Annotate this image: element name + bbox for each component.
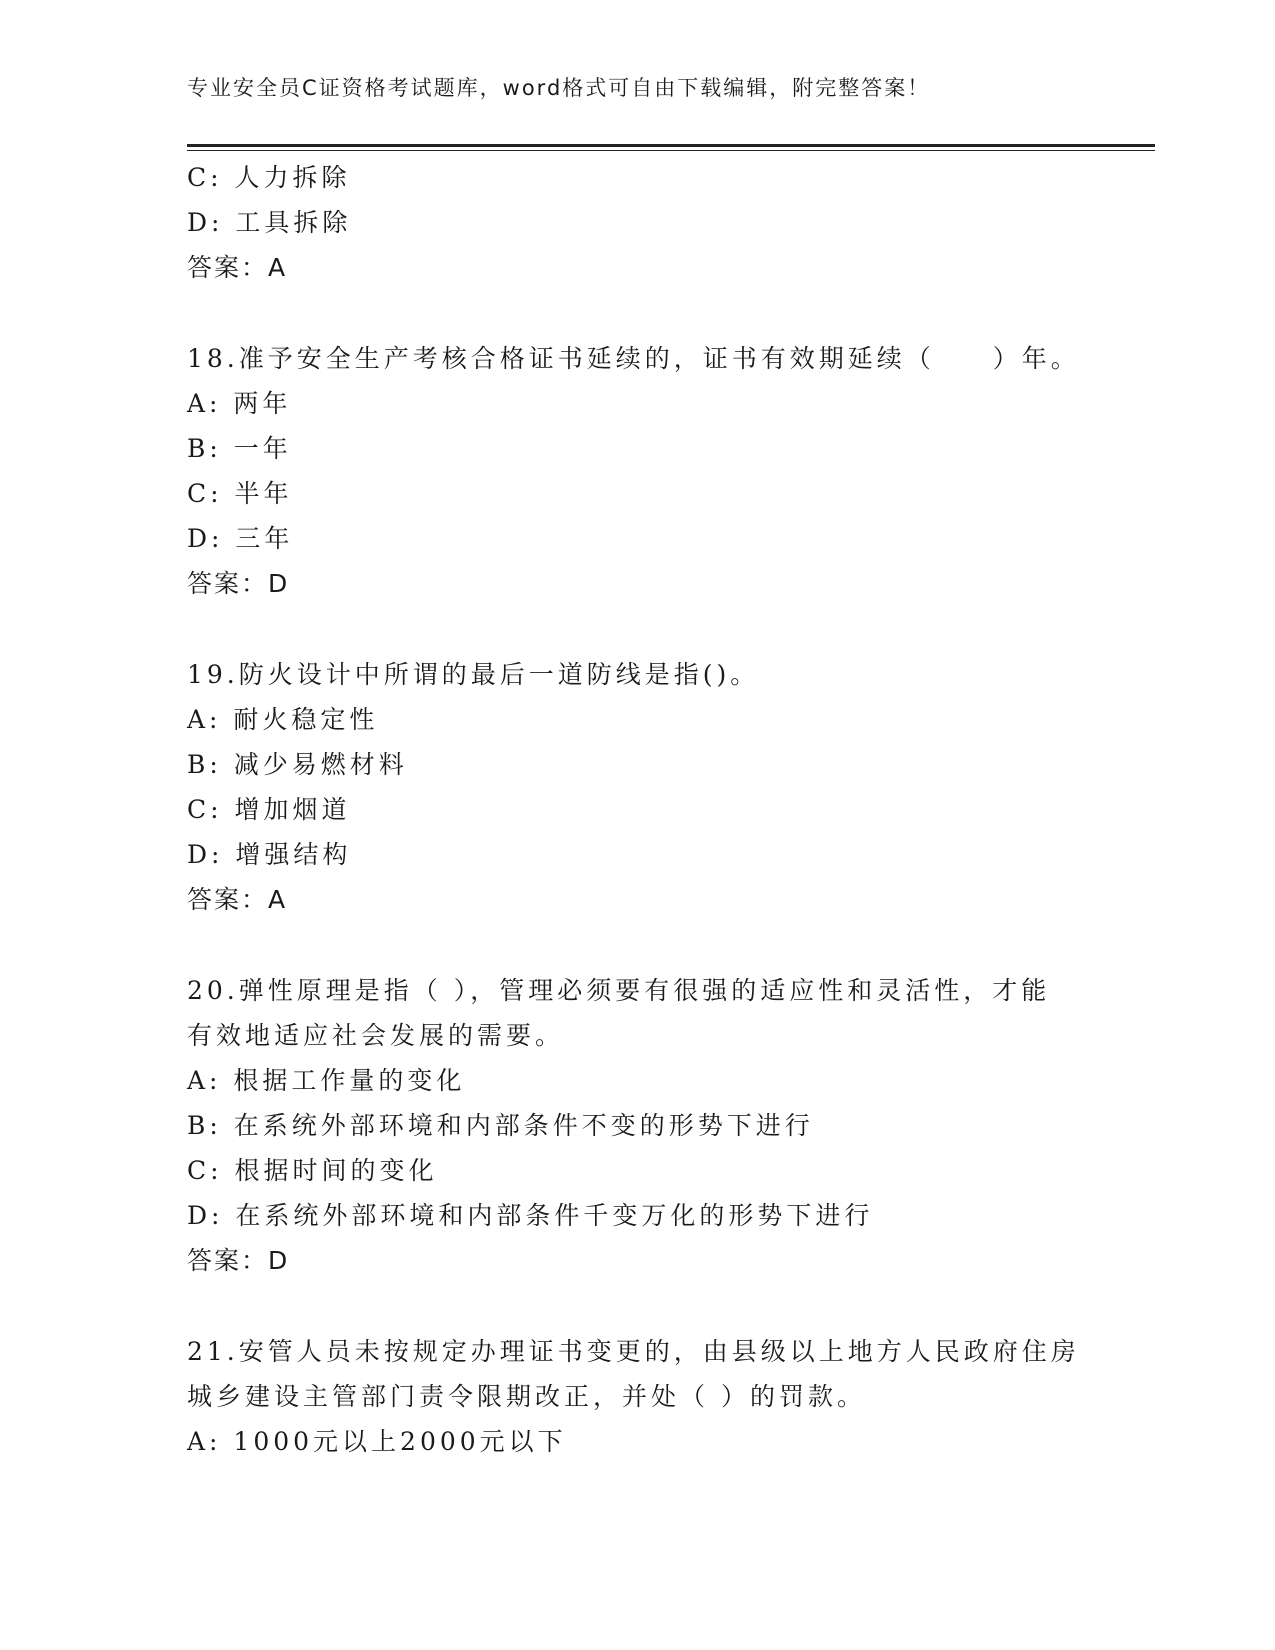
header-rule-thick bbox=[187, 144, 1155, 147]
question-list bbox=[187, 155, 1087, 1464]
question-block-19 bbox=[187, 652, 1087, 922]
question-block-21 bbox=[187, 1329, 1087, 1464]
option-c: C: 半年 bbox=[187, 479, 293, 508]
option-b: B: 在系统外部环境和内部条件不变的形势下进行 bbox=[187, 1111, 814, 1140]
option-c: C: 根据时间的变化 bbox=[187, 1156, 438, 1185]
option-c: C: 增加烟道 bbox=[187, 795, 351, 824]
header-rule-thin bbox=[187, 150, 1155, 151]
question-text-line-2: 有效地适应社会发展的需要。 bbox=[187, 1021, 565, 1050]
question-text-line-1: 21.安管人员未按规定办理证书变更的，由县级以上地方人民政府住房 bbox=[187, 1337, 1080, 1366]
option-a: A: 根据工作量的变化 bbox=[187, 1066, 466, 1095]
answer-label: 答案：D bbox=[187, 1246, 290, 1275]
option-a: A: 1000元以上2000元以下 bbox=[187, 1427, 567, 1456]
option-d: D: 工具拆除 bbox=[187, 208, 352, 237]
question-block-18 bbox=[187, 336, 1087, 606]
question-text: 18.准予安全生产考核合格证书延续的，证书有效期延续（ ）年。 bbox=[187, 344, 1080, 373]
answer-label: 答案：A bbox=[187, 885, 288, 914]
option-a: A: 耐火稳定性 bbox=[187, 705, 379, 734]
question-text: 19.防火设计中所谓的最后一道防线是指()。 bbox=[187, 660, 760, 689]
option-c: C: 人力拆除 bbox=[187, 163, 351, 192]
question-block-20 bbox=[187, 968, 1087, 1283]
question-text-line-2: 城乡建设主管部门责令限期改正，并处（ ）的罚款。 bbox=[187, 1382, 866, 1411]
option-a: A: 两年 bbox=[187, 389, 292, 418]
question-text-line-1: 20.弹性原理是指（ ），管理必须要有很强的适应性和灵活性，才能 bbox=[187, 976, 1051, 1005]
option-b: B: 一年 bbox=[187, 434, 292, 463]
option-d: D: 增强结构 bbox=[187, 840, 352, 869]
question-block-17 bbox=[187, 155, 1087, 290]
option-d: D: 三年 bbox=[187, 524, 294, 553]
page-header: 专业安全员C证资格考试题库，word格式可自由下载编辑，附完整答案！ bbox=[187, 76, 931, 100]
option-b: B: 减少易燃材料 bbox=[187, 750, 408, 779]
answer-label: 答案：D bbox=[187, 569, 290, 598]
option-d: D: 在系统外部环境和内部条件千变万化的形势下进行 bbox=[187, 1201, 874, 1230]
answer-label: 答案：A bbox=[187, 253, 288, 282]
